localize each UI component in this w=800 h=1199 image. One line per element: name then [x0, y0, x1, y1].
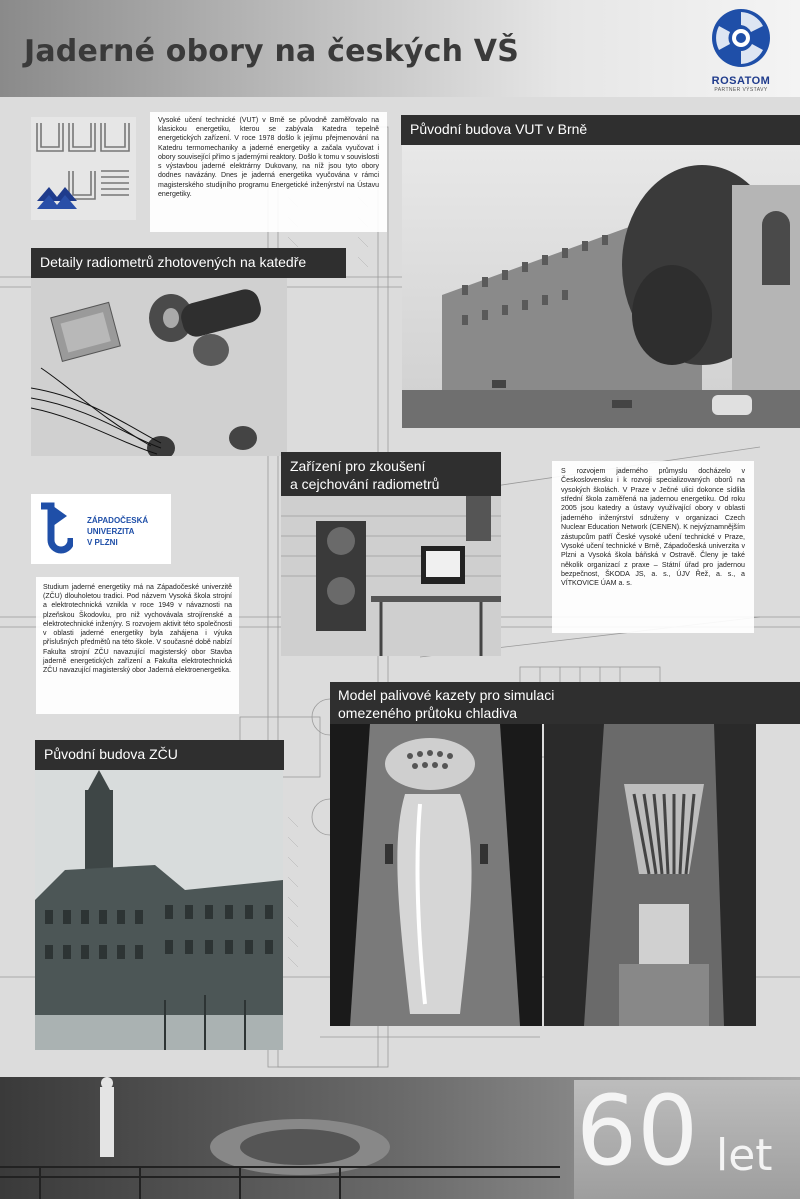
- label-fuel-model: [330, 682, 800, 724]
- page-title: Jaderné obory na českých VŠ: [24, 34, 520, 69]
- rosatom-name: ROSATOM: [711, 75, 771, 87]
- label-fuel-model-line1: Model palivové kazety pro simulaci: [338, 687, 555, 703]
- vut-description: Vysoké učení technické (VUT) v Brně se původně zaměřovalo na klasickou energetiku, kterou se zabývala Katedra tepelně energetických zařízení. V roce 1978 došlo k jejímu přejmenování na Katedru termomechaniky a jaderné energetiky a začala vyučovat i obory související přímo s jadernými reaktory. Došlo k tomu v souvislosti s výstavbou jaderné elektrárny Dukovany, na níž jsou tyto obory dodnes navázány. Dnes je jaderná energetika vyučována v rámci magisterského studijního programu Energetické inženýrství na Ústavu energetiky.: [150, 112, 387, 232]
- rosatom-logo: [706, 8, 776, 93]
- vut-logo: [31, 117, 136, 220]
- fuel-model-photo-right: [544, 724, 756, 1026]
- rosatom-emblem-icon: [711, 8, 771, 68]
- rosatom-subtitle: PARTNER VÝSTAVY: [714, 87, 768, 93]
- vut-building-photo: [402, 145, 800, 428]
- label-zcu-building: Původní budova ZČU: [35, 740, 284, 770]
- label-fuel-model-line2: omezeného průtoku chladiva: [338, 704, 518, 721]
- anniversary-number: 60: [576, 1075, 699, 1187]
- zcu-logo-line2: UNIVERZITA: [87, 526, 135, 536]
- label-testing-line1: Zařízení pro zkoušení: [290, 458, 426, 474]
- zcu-description: Studium jaderné energetiky má na Západočeské univerzitě (ZČU) dlouholetou tradici. Pod názvem Vysoká škola strojní a elektrotechnická vznikla v roce 1949 v návaznosti na plzeňskou Škodovku, pro niž vychovávala strojírenské a elektrotechnické inženýry. S rozvojem aktivit této společnosti v oblasti jaderné energetiky byla zahájena i výuka příslušných předmětů na této škole. V současné době nabízí Fakulta strojní ZČU navazující magisterský obor Stavba jaderně energetických zařízení a Fakulta elektrotechnická ZČU navazující magisterský obor Jaderná elektroenergetika.: [36, 577, 239, 714]
- label-testing-equipment: [281, 452, 501, 496]
- anniversary-word: let: [716, 1130, 773, 1181]
- radiometers-photo: [31, 278, 287, 456]
- vut-logo-icon: [31, 117, 136, 220]
- cenen-description: S rozvojem jaderného průmyslu docházelo v Československu i k rozvoji specializovaných oborů na vysokých školách. V Praze v Ječné ulici dokonce sídlila střední škola zaměřená na jadernou energetiku. Od roku 2005 jsou katedry a ústavy využívající obory v oblasti jaderného inženýrství sdruženy v organizaci Czech Nuclear Education Network (CENEN). K nejvýznamnějším zástupcům patří České vysoké učení technické v Praze, Vysoké učení technické v Brně, Západočeská univerzita v Plzni a Vysoká škola báňská v Ostravě. Členy je také několik organizací z praxe – Státní úřad pro jadernou bezpečnost, ŠKODA JS, a. s., ÚJV Řež, a. s., a VÍTKOVICE ÚAM a. s.: [552, 461, 754, 633]
- label-testing-line2: a cejchování radiometrů: [290, 475, 440, 492]
- label-vut-building: Původní budova VUT v Brně: [401, 115, 800, 145]
- zcu-logo: [31, 494, 171, 564]
- zcu-logo-icon: [37, 502, 73, 558]
- zcu-building-photo: [35, 770, 283, 1050]
- testing-equipment-photo: [281, 496, 501, 656]
- zcu-logo-line3: V PLZNI: [87, 537, 118, 547]
- fuel-model-photo-left: [330, 724, 542, 1026]
- zcu-logo-line1: ZÁPADOČESKÁ: [87, 516, 149, 525]
- label-radiometers: Detaily radiometrů zhotovených na katedře: [31, 248, 346, 278]
